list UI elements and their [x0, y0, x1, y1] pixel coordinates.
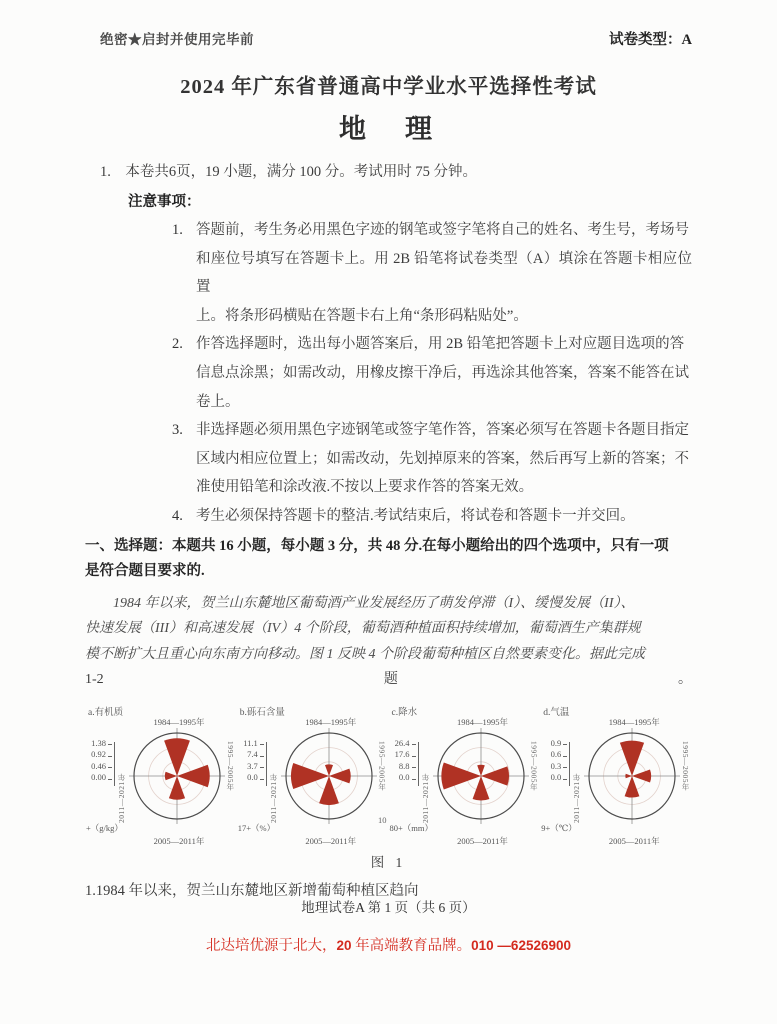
period-label-right: 1995—2005年 — [377, 740, 387, 791]
rose-chart-organic-matter — [85, 699, 237, 849]
period-label-left: 2011—2021年 — [268, 772, 278, 823]
notice-text-line: 准使用铅笔和涂改液.不按以上要求作答的答案无效。 — [196, 479, 534, 496]
notice-number: 1. — [172, 222, 183, 238]
radial-axis-ticks: 1.38 0.92 0.46 0.00 — [85, 738, 113, 784]
notice-text-line: 作答选择题时，选出每小题答案后，用 2B 铅笔把答题卡上对应题目选项的答 — [196, 336, 685, 353]
radial-axis-ticks: 26.4 17.6 8.8 0.0 — [389, 738, 417, 784]
notice-text-line: 非选择题必须用黑色字迹钢笔或签字笔作答，答案必须写在答题卡各题目指定 — [196, 422, 689, 439]
exam-title: 2024 年广东省普通高中学业水平选择性考试 — [180, 76, 597, 98]
figure-1-rose-charts — [85, 699, 692, 849]
rose-chart-gravel-content — [237, 699, 389, 849]
period-label-top: 1984—1995年 — [153, 716, 205, 727]
stimulus-line: 1984 年以来，贺兰山东麓地区葡萄酒产业发展经历了萌发停滞（I）、缓慢发展（II）、 — [113, 595, 635, 611]
notice-item-3 — [172, 416, 692, 502]
radial-axis-ticks: 0.9 0.6 0.3 0.0 — [540, 738, 568, 784]
rose-chart-temperature — [540, 699, 692, 849]
notice-number: 3. — [172, 422, 183, 439]
axis-bracket — [266, 742, 267, 786]
axis-bracket — [114, 742, 115, 786]
period-label-right: 1995—2005年 — [681, 740, 690, 791]
promo-text: 北达培优源于北大， — [206, 938, 337, 954]
period-label-top: 1984—1995年 — [305, 716, 357, 727]
period-label-right: 1995—2005年 — [529, 740, 539, 791]
notice-number: 2. — [172, 336, 183, 353]
axis-unit-label: 9+（℃） — [541, 822, 577, 833]
security-label: 绝密★启封并使用完毕前 — [100, 32, 254, 47]
axis-bracket — [418, 742, 419, 786]
stimulus-line: 快速发展（III）和高速发展（IV）4 个阶段，葡萄酒种植面积持续增加，葡萄酒生产集群规 — [85, 621, 641, 637]
question-stimulus — [85, 591, 692, 693]
promo-text-bold: 20 — [336, 938, 352, 953]
notice-number: 4. — [172, 507, 183, 524]
section-heading-line: 是符合题目要求的. — [85, 562, 205, 579]
rose-plot — [582, 726, 682, 826]
subject-title: 地 理 — [339, 114, 438, 144]
paper-type-label: 试卷类型：A — [609, 32, 692, 48]
section-heading-line: 一、选择题：本题共 16 小题，每小题 3 分，共 48 分.在每小题给出的四个选项中，只有一项 — [85, 537, 669, 554]
notice-text-line: 区域内相应位置上；如需改动，先划掉原来的答案，然后再写上新的答案；不 — [196, 450, 689, 467]
stray-label: 10 — [378, 814, 387, 825]
notice-text-line: 卷上。 — [196, 393, 240, 410]
promo-footer — [0, 934, 777, 955]
period-label-bottom: 2005—2011年 — [457, 835, 508, 846]
axis-unit-label: +（g/kg） — [86, 822, 123, 833]
stimulus-tail-left: 1-2 — [85, 672, 104, 688]
rose-plot — [279, 726, 379, 826]
notice-heading: 注意事项： — [128, 194, 201, 210]
period-label-bottom: 2005—2011年 — [608, 835, 660, 846]
stimulus-tail-line — [85, 667, 692, 693]
chart-title: d.气温 — [543, 707, 570, 718]
page-header — [85, 0, 692, 49]
period-label-left: 2011—2021年 — [117, 772, 126, 823]
period-label-top: 1984—1995年 — [608, 716, 660, 727]
radial-axis-ticks: 11.1 7.4 3.7 0.0 — [237, 738, 265, 784]
period-label-bottom: 2005—2011年 — [153, 835, 205, 846]
page-number-footer: 地理试卷A 第 1 页（共 6 页） — [301, 900, 476, 915]
period-label-right: 1995—2005年 — [225, 740, 235, 791]
notice-text-line: 答题前，考生务必用黑色字迹的钢笔或签字笔将自己的姓名、考生号，考场号 — [196, 222, 689, 238]
stimulus-tail-mid: 题 — [383, 672, 398, 688]
period-label-bottom: 2005—2011年 — [305, 835, 357, 846]
rose-chart-precipitation — [389, 699, 541, 849]
section-heading — [85, 534, 692, 584]
notice-text-line: 信息点涂黑；如需改动，用橡皮擦干净后，再选涂其他答案，答案不能答在试 — [196, 364, 689, 381]
chart-title: a.有机质 — [88, 707, 124, 718]
notice-text-line: 上。将条形码横贴在答题卡右上角“条形码粘贴处”。 — [196, 307, 528, 324]
rose-plot — [127, 726, 227, 826]
promo-text: 年高端教育品牌。 — [351, 938, 472, 954]
period-label-left: 2011—2021年 — [420, 772, 430, 823]
axis-unit-label: 17+（%） — [237, 822, 276, 833]
rose-plot — [431, 726, 531, 826]
promo-phone: 010 —62526900 — [471, 938, 571, 953]
axis-unit-label: 80+（mm） — [389, 822, 434, 833]
stimulus-tail-right: 。 — [677, 672, 692, 688]
notice-item-2 — [172, 330, 692, 416]
chart-title: b.砾石含量 — [239, 707, 285, 718]
period-label-top: 1984—1995年 — [456, 716, 508, 727]
chart-title: c.降水 — [391, 707, 418, 718]
figure-caption: 图 1 — [370, 854, 407, 870]
stimulus-line: 模不断扩大且重心向东南方向移动。图 1 反映 4 个阶段葡萄种植区自然要素变化。据此完成 — [85, 646, 645, 662]
question-1-text: 1.1984 年以来，贺兰山东麓地区新增葡萄种植区趋向 — [85, 882, 419, 899]
exam-info-line: 1. 本卷共6页，19 小题，满分 100 分。考试用时 75 分钟。 — [100, 164, 477, 180]
notice-text-line: 考生必须保持答题卡的整洁.考试结束后，将试卷和答题卡一并交回。 — [196, 507, 635, 524]
notice-item-1 — [172, 216, 692, 330]
notice-text-line: 和座位号填写在答题卡上。用 2B 铅笔将试卷类型（A）填涂在答题卡相应位置 — [196, 250, 692, 296]
period-label-left: 2011—2021年 — [572, 772, 582, 823]
notice-item-4 — [172, 502, 692, 531]
notice-list — [85, 216, 692, 531]
